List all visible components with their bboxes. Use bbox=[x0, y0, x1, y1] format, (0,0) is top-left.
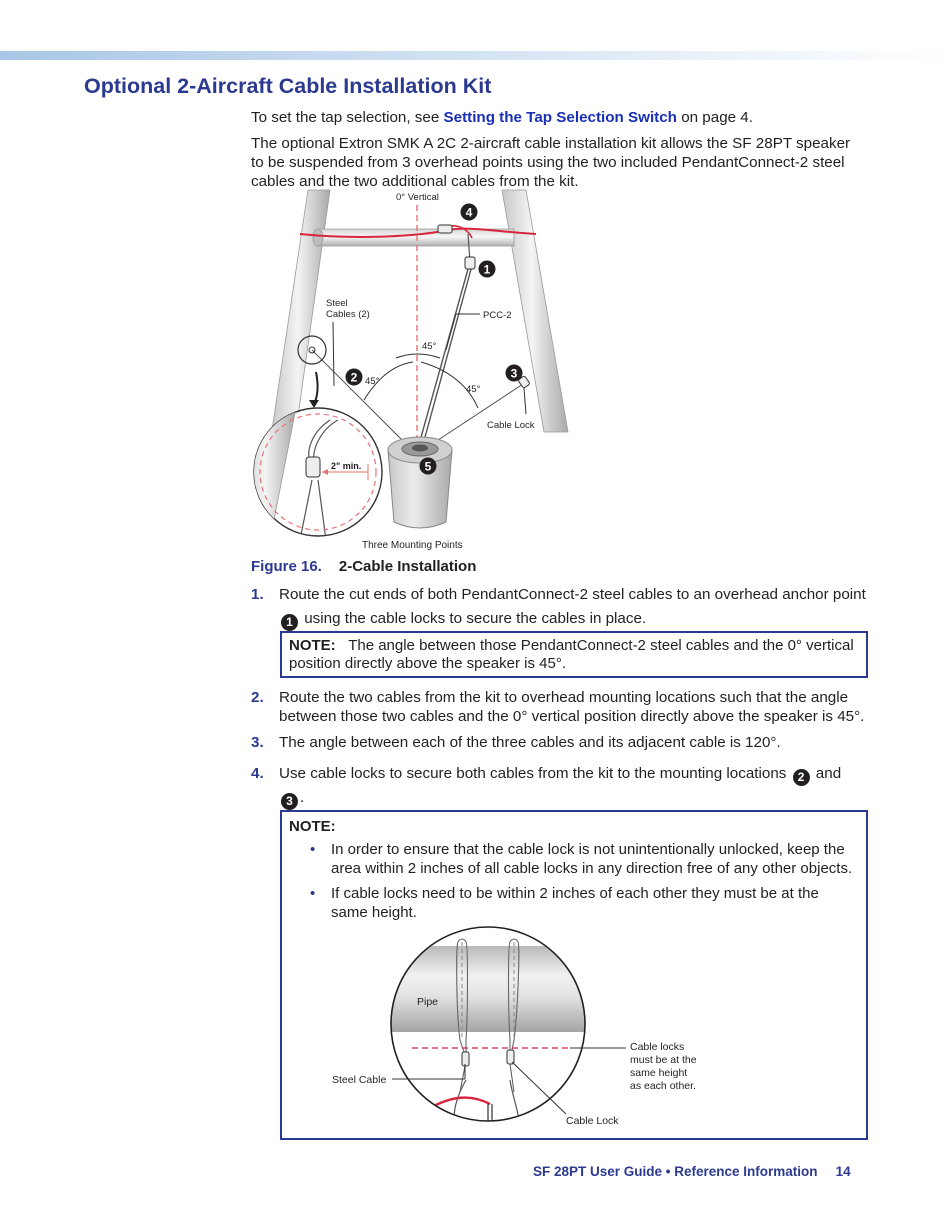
callout-badge-1: 1 bbox=[281, 614, 298, 631]
magnifier-detail bbox=[250, 408, 382, 540]
step-text: Use cable locks to secure both cables from the kit to the mounting locations bbox=[279, 765, 791, 782]
vertical-label: 0° Vertical bbox=[396, 192, 439, 203]
figure-16-illustration bbox=[250, 188, 590, 552]
page-title: Optional 2-Aircraft Cable Installation Kit bbox=[84, 74, 492, 98]
height-note-line3: same height bbox=[630, 1067, 688, 1079]
note-bullet: • In order to ensure that the cable lock is not unintentionally unlocked, keep the area within 2 inches of all cable locks in any direction free of any other objects. bbox=[310, 841, 853, 877]
step-text: The angle between each of the three cables and its adjacent cable is 120°. bbox=[279, 734, 781, 751]
height-note-line2: must be at the bbox=[630, 1054, 697, 1066]
tap-selection-link[interactable]: Setting the Tap Selection Switch bbox=[443, 109, 677, 126]
speaker-body bbox=[388, 437, 452, 528]
angle-left-label: 45° bbox=[365, 376, 380, 387]
callout-1 bbox=[479, 261, 496, 278]
step-3 bbox=[251, 731, 866, 755]
callout-3 bbox=[506, 365, 523, 382]
angle-right-label: 45° bbox=[466, 384, 481, 395]
intro-suffix: on page 4. bbox=[676, 109, 753, 126]
angle-top-label: 45° bbox=[422, 341, 437, 352]
step-2 bbox=[251, 688, 866, 726]
note-box-1 bbox=[280, 631, 868, 678]
step-number: 4. bbox=[251, 765, 264, 782]
step-number: 3. bbox=[251, 734, 264, 751]
step-1 bbox=[251, 583, 866, 631]
figure-title: 2-Cable Installation bbox=[338, 558, 477, 575]
step-number: 1. bbox=[251, 586, 264, 603]
page-number: 14 bbox=[835, 1164, 851, 1179]
bullet-icon: • bbox=[310, 885, 316, 902]
note-bullet-list bbox=[289, 840, 858, 922]
svg-text:5: 5 bbox=[424, 459, 432, 474]
step-text: and bbox=[811, 765, 842, 782]
callout-2 bbox=[346, 369, 363, 386]
steel-cables-label-line2: Cables (2) bbox=[326, 309, 370, 320]
figure-caption bbox=[251, 558, 476, 575]
pipe-label: Pipe bbox=[417, 996, 439, 1008]
step-text: Route the cut ends of both PendantConnect-2 steel cables to an overhead anchor point bbox=[279, 586, 866, 603]
note-bullet: • If cable locks need to be within 2 inches of each other they must be at the same height. bbox=[310, 885, 819, 921]
step-text: using the cable locks to secure the cables in place. bbox=[300, 610, 647, 627]
intro-prefix: To set the tap selection, see bbox=[251, 109, 444, 126]
footer-text: SF 28PT User Guide • Reference Information bbox=[533, 1164, 818, 1179]
cable-lock-height-illustration bbox=[326, 922, 710, 1128]
svg-text:3: 3 bbox=[510, 366, 518, 381]
note-text: The angle between those PendantConnect-2 steel cables and the 0° vertical position directly above the speaker is 45°. bbox=[289, 637, 854, 672]
page-footer bbox=[533, 1164, 851, 1179]
note-label: NOTE: bbox=[289, 818, 336, 835]
description-paragraph: The optional Extron SMK A 2C 2-aircraft cable installation kit allows the SF 28PT speaker to be suspended from 3 overhead points using the two included PendantConnect-2 steel cables and the two additional cables from the kit. bbox=[251, 135, 851, 190]
figure-number: Figure 16. bbox=[251, 558, 322, 575]
steel-cable-label: Steel Cable bbox=[332, 1074, 387, 1086]
mounting-points-label: Three Mounting Points bbox=[362, 540, 463, 551]
svg-text:1: 1 bbox=[483, 262, 491, 277]
svg-text:4: 4 bbox=[465, 205, 473, 220]
bullet-icon: • bbox=[310, 841, 316, 858]
pcc-label: PCC-2 bbox=[483, 310, 512, 321]
callout-badge-2: 2 bbox=[793, 769, 810, 786]
steel-cables-label-line1: Steel bbox=[326, 298, 348, 309]
step-text: . bbox=[300, 789, 305, 806]
header-gradient-bar bbox=[0, 51, 950, 60]
min-distance-label: 2" min. bbox=[331, 461, 362, 471]
callout-badge-3: 3 bbox=[281, 793, 298, 810]
angle-arcs bbox=[364, 354, 478, 408]
step-text: Route the two cables from the kit to overhead mounting locations such that the angle between those two cables and the 0° vertical position directly above the speaker is 45°. bbox=[279, 689, 865, 725]
callout-4 bbox=[461, 204, 478, 221]
step-4 bbox=[251, 762, 866, 810]
cable-lock-label: Cable Lock bbox=[487, 420, 535, 431]
svg-text:2: 2 bbox=[350, 370, 358, 385]
cable-lock-detail-label: Cable Lock bbox=[566, 1115, 619, 1127]
height-note-line1: Cable locks bbox=[630, 1041, 685, 1053]
note-label: NOTE: bbox=[289, 637, 336, 654]
step-number: 2. bbox=[251, 689, 264, 706]
height-note-line4: as each other. bbox=[630, 1080, 696, 1092]
intro-paragraph bbox=[251, 108, 861, 127]
callout-5 bbox=[420, 458, 437, 475]
